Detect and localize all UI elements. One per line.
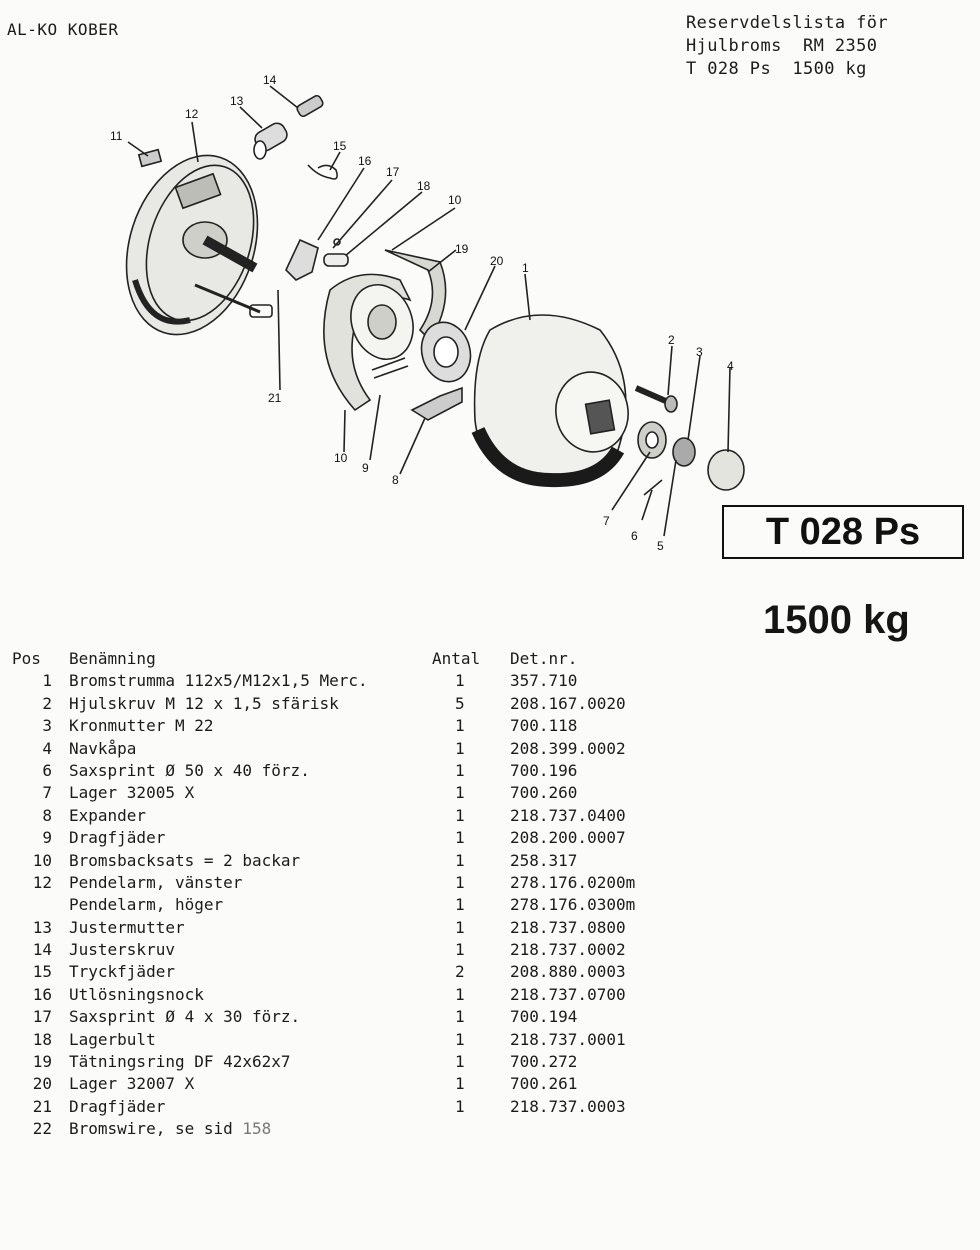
row-qty: 2 xyxy=(455,962,465,982)
brand-name: AL-KO KOBER xyxy=(7,20,119,39)
row-pos: 9 xyxy=(42,828,52,848)
table-row xyxy=(0,872,700,894)
row-det: 218.737.0002 xyxy=(510,940,626,960)
table-header-row xyxy=(0,648,700,670)
callout-9: 9 xyxy=(362,461,369,475)
row-det: 218.737.0700 xyxy=(510,984,626,1004)
row-pos: 20 xyxy=(32,1074,52,1094)
row-pos: 22 xyxy=(32,1119,52,1139)
row-pos: 18 xyxy=(32,1029,52,1049)
table-row xyxy=(0,715,700,737)
row-pos: 10 xyxy=(32,850,52,870)
row-qty: 1 xyxy=(455,1074,465,1094)
row-det: 258.317 xyxy=(510,850,578,870)
callout-4: 4 xyxy=(727,359,734,373)
table-row xyxy=(0,1006,700,1028)
row-name: Navkåpa xyxy=(69,738,137,758)
table-row xyxy=(0,760,700,782)
row-name-text: Bromswire, se sid xyxy=(69,1119,243,1139)
callout-21: 21 xyxy=(268,391,282,405)
table-row xyxy=(0,693,700,715)
header-name: Benämning xyxy=(69,649,156,668)
callout-17: 17 xyxy=(386,165,400,179)
callout-12: 12 xyxy=(185,107,199,121)
row-pos: 12 xyxy=(32,872,52,892)
callout-14: 14 xyxy=(263,73,277,87)
row-name: Bromstrumma 112x5/M12x1,5 Merc. xyxy=(69,671,368,691)
row-pos: 19 xyxy=(32,1052,52,1072)
callout-10-bottom: 10 xyxy=(334,451,348,465)
row-qty: 1 xyxy=(455,872,465,892)
row-name: Dragfjäder xyxy=(69,1096,166,1116)
table-row xyxy=(0,894,700,916)
row-qty: 1 xyxy=(455,1007,465,1027)
callout-13: 13 xyxy=(230,94,244,108)
table-row xyxy=(0,984,700,1006)
row-name: Pendelarm, vänster xyxy=(69,872,243,892)
row-det: 208.167.0020 xyxy=(510,693,626,713)
row-pos: 1 xyxy=(42,671,52,691)
row-name xyxy=(69,1118,271,1140)
row-qty: 1 xyxy=(455,1029,465,1049)
table-row xyxy=(0,917,700,939)
header-line-2: Hjulbroms RM 2350 xyxy=(686,36,878,56)
row-name: Dragfjäder xyxy=(69,828,166,848)
row-name: Hjulskruv M 12 x 1,5 sfärisk xyxy=(69,693,339,713)
table-row xyxy=(0,1029,700,1051)
row-pos: 6 xyxy=(42,760,52,780)
row-qty: 1 xyxy=(455,671,465,691)
row-pos: 21 xyxy=(32,1096,52,1116)
table-row xyxy=(0,782,700,804)
row-pos: 17 xyxy=(32,1007,52,1027)
row-qty: 1 xyxy=(455,984,465,1004)
row-qty: 1 xyxy=(455,716,465,736)
row-pos: 4 xyxy=(42,738,52,758)
row-pos: 13 xyxy=(32,917,52,937)
row-pos: 14 xyxy=(32,940,52,960)
weight-rating: 1500 kg xyxy=(763,598,910,642)
table-row xyxy=(0,827,700,849)
row-qty: 1 xyxy=(455,783,465,803)
row-qty: 1 xyxy=(455,940,465,960)
row-det: 218.737.0400 xyxy=(510,805,626,825)
header-qty: Antal xyxy=(432,649,481,668)
row-qty: 1 xyxy=(455,850,465,870)
row-qty: 1 xyxy=(455,917,465,937)
row-pos: 16 xyxy=(32,984,52,1004)
callout-20: 20 xyxy=(490,254,504,268)
header-pos: Pos xyxy=(12,649,41,668)
row-det: 208.880.0003 xyxy=(510,962,626,982)
row-det: 700.272 xyxy=(510,1052,578,1072)
header-det: Det.nr. xyxy=(510,649,578,668)
callout-15: 15 xyxy=(333,139,347,153)
row-name: Lager 32007 X xyxy=(69,1074,195,1094)
brake-drum-drawing xyxy=(475,315,635,482)
row-name: Pendelarm, höger xyxy=(69,895,224,915)
callout-18: 18 xyxy=(417,179,431,193)
row-det: 218.737.0001 xyxy=(510,1029,626,1049)
row-det: 278.176.0300m xyxy=(510,895,636,915)
header-line-1: Reservdelslista för xyxy=(686,13,889,33)
callout-2: 2 xyxy=(668,333,675,347)
row-name: Saxsprint Ø 50 x 40 förz. xyxy=(69,760,310,780)
row-det: 700.260 xyxy=(510,783,578,803)
row-name: Saxsprint Ø 4 x 30 förz. xyxy=(69,1007,301,1027)
table-row xyxy=(0,1118,700,1140)
row-qty: 1 xyxy=(455,1052,465,1072)
callout-3: 3 xyxy=(696,345,703,359)
row-name: Bromsbacksats = 2 backar xyxy=(69,850,301,870)
row-name: Justermutter xyxy=(69,917,185,937)
callout-1: 1 xyxy=(522,261,529,275)
row-det: 218.737.0800 xyxy=(510,917,626,937)
callout-6: 6 xyxy=(631,529,638,543)
table-row xyxy=(0,850,700,872)
row-det: 218.737.0003 xyxy=(510,1096,626,1116)
row-qty: 1 xyxy=(455,805,465,825)
table-row xyxy=(0,1051,700,1073)
row-qty: 5 xyxy=(455,693,465,713)
row-qty: 1 xyxy=(455,760,465,780)
row-det: 357.710 xyxy=(510,671,578,691)
row-pos: 8 xyxy=(42,805,52,825)
row-name: Tätningsring DF 42x62x7 xyxy=(69,1052,291,1072)
table-row xyxy=(0,670,700,692)
table-row xyxy=(0,1096,700,1118)
row-det: 700.196 xyxy=(510,760,578,780)
row-qty: 1 xyxy=(455,828,465,848)
row-name: Expander xyxy=(69,805,147,825)
row-det: 208.200.0007 xyxy=(510,828,626,848)
row-qty: 1 xyxy=(455,895,465,915)
row-name: Lagerbult xyxy=(69,1029,156,1049)
row-name: Kronmutter M 22 xyxy=(69,716,214,736)
row-det: 700.194 xyxy=(510,1007,578,1027)
page-reference: 158 xyxy=(242,1119,272,1139)
row-pos: 15 xyxy=(32,962,52,982)
row-name: Justerskruv xyxy=(69,940,175,960)
row-qty: 1 xyxy=(455,738,465,758)
callout-11: 11 xyxy=(110,129,123,143)
table-row xyxy=(0,961,700,983)
row-det: 278.176.0200m xyxy=(510,872,636,892)
model-badge: T 028 Ps xyxy=(722,505,964,559)
callout-16: 16 xyxy=(358,154,372,168)
callout-10-top: 10 xyxy=(448,193,462,207)
row-det: 700.118 xyxy=(510,716,578,736)
table-row xyxy=(0,738,700,760)
row-det: 700.261 xyxy=(510,1074,578,1094)
callout-19: 19 xyxy=(455,242,469,256)
row-qty: 1 xyxy=(455,1096,465,1116)
table-row xyxy=(0,939,700,961)
row-name: Utlösningsnock xyxy=(69,984,204,1004)
callout-5: 5 xyxy=(657,539,664,553)
row-pos: 2 xyxy=(42,693,52,713)
row-pos: 3 xyxy=(42,716,52,736)
header-line-3: T 028 Ps 1500 kg xyxy=(686,59,867,79)
row-name: Lager 32005 X xyxy=(69,783,195,803)
parts-table xyxy=(0,648,700,1141)
callout-7: 7 xyxy=(603,514,610,528)
backplate-drawing xyxy=(105,138,280,351)
table-row xyxy=(0,805,700,827)
row-pos: 7 xyxy=(42,783,52,803)
row-name: Tryckfjäder xyxy=(69,962,175,982)
callout-8: 8 xyxy=(392,473,399,487)
row-det: 208.399.0002 xyxy=(510,738,626,758)
table-row xyxy=(0,1073,700,1095)
